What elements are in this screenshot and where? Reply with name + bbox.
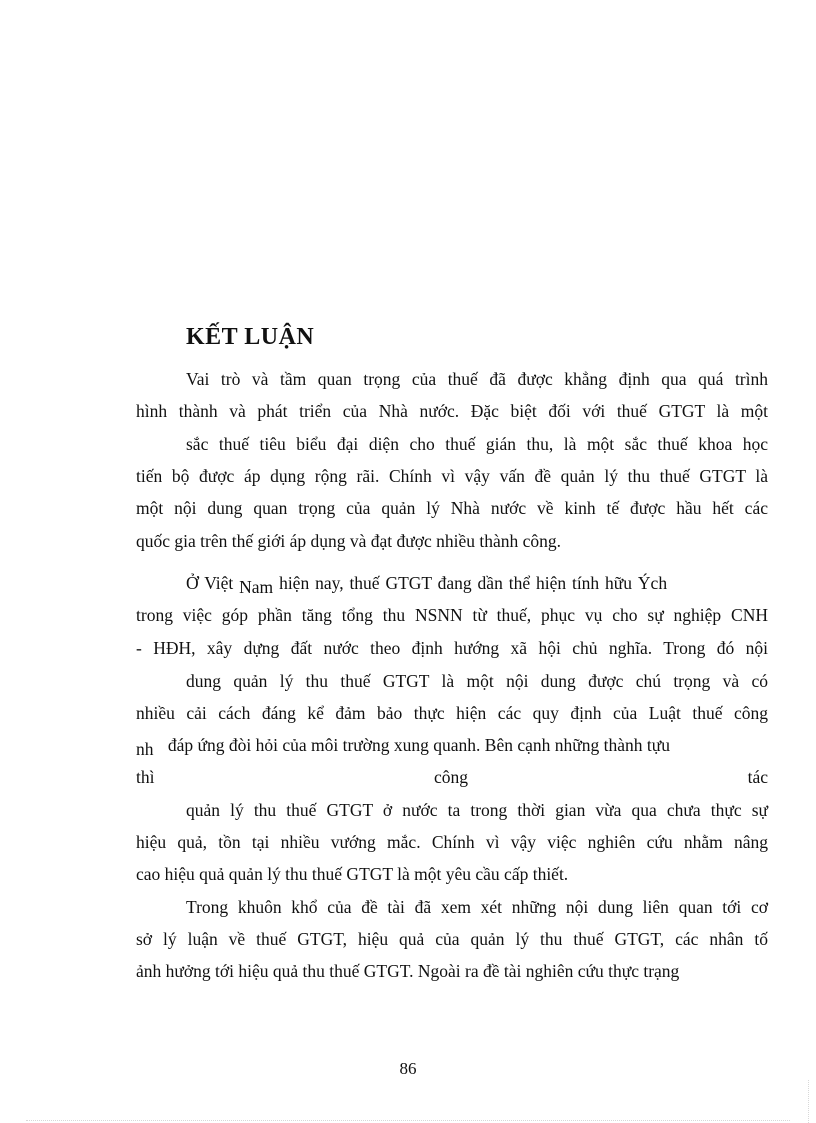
paragraph-2-line-1-sub: Nam bbox=[239, 577, 274, 597]
paragraph-3-line-2: sở lý luận về thuế GTGT, hiệu quả của quản lý thu thuế GTGT, các nhân tố bbox=[136, 929, 768, 949]
paragraph-2-line-4: dung quản lý thu thuế GTGT là một nội dung được chú trọng và có bbox=[186, 671, 768, 691]
paragraph-2-line-8: quản lý thu thuế GTGT ở nước ta trong thời gian vừa qua chưa thực sự bbox=[186, 800, 768, 820]
paragraph-2-line-7-word-3: tác bbox=[747, 767, 769, 787]
paragraph-1-line-2: hình thành và phát triển của Nhà nước. Đặc biệt đối với thuế GTGT là một bbox=[136, 401, 768, 421]
paragraph-1-line-6: quốc gia trên thế giới áp dụng và đạt được nhiều thành công. bbox=[136, 531, 562, 551]
side-rule bbox=[808, 1080, 809, 1123]
paragraph-2-line-1-start: Ở Việt bbox=[186, 573, 234, 593]
paragraph-3-line-3: ảnh hưởng tới hiệu quả thu thuế GTGT. Ngoài ra đề tài nghiên cứu thực trạng bbox=[136, 961, 680, 981]
footer-rule bbox=[26, 1120, 790, 1121]
paragraph-2-line-7-word-1: thì bbox=[136, 767, 155, 787]
paragraph-2-line-2: trong việc góp phần tăng tổng thu NSNN từ thuế, phục vụ cho sự nghiệp CNH bbox=[136, 605, 768, 625]
paragraph-2-line-7 bbox=[136, 766, 768, 788]
paragraph-2-line-1 bbox=[186, 572, 768, 597]
paragraph-1-line-1: Vai trò và tầm quan trọng của thuế đã được khẳng định qua quá trình bbox=[186, 369, 768, 389]
paragraph-2-line-6-start: nh bbox=[136, 739, 154, 759]
section-heading: KẾT LUẬN bbox=[186, 324, 315, 350]
paragraph-2-line-1-end: hiện nay, thuế GTGT đang dần thể hiện tính hữu Ých bbox=[279, 573, 668, 593]
paragraph-3-line-1: Trong khuôn khổ của đề tài đã xem xét những nội dung liên quan tới cơ bbox=[186, 897, 768, 917]
page-number: 86 bbox=[399, 1059, 417, 1078]
paragraph-2-line-6 bbox=[136, 734, 768, 759]
paragraph-2-line-7-word-2: công bbox=[434, 767, 469, 787]
paragraph-2-line-5: nhiều cải cách đáng kể đảm bảo thực hiện các quy định của Luật thuế công bbox=[136, 703, 768, 723]
paragraph-1-line-4: tiến bộ được áp dụng rộng rãi. Chính vì vậy vấn đề quản lý thu thuế GTGT là bbox=[136, 466, 768, 486]
paragraph-2-line-10: cao hiệu quả quản lý thu thuế GTGT là một yêu cầu cấp thiết. bbox=[136, 864, 569, 884]
paragraph-1-line-3: sắc thuế tiêu biểu đại diện cho thuế gián thu, là một sắc thuế khoa học bbox=[186, 434, 768, 454]
paragraph-2-line-9: hiệu quả, tồn tại nhiều vướng mắc. Chính vì vậy việc nghiên cứu nhằm nâng bbox=[136, 832, 768, 852]
paragraph-2-line-3: - HĐH, xây dựng đất nước theo định hướng xã hội chủ nghĩa. Trong đó nội bbox=[136, 638, 768, 658]
paragraph-2-line-6-end: đáp ứng đòi hỏi của môi trường xung quanh. Bên cạnh những thành tựu bbox=[167, 735, 670, 755]
paragraph-1-line-5: một nội dung quan trọng của quản lý Nhà nước về kinh tế được hầu hết các bbox=[136, 498, 768, 518]
